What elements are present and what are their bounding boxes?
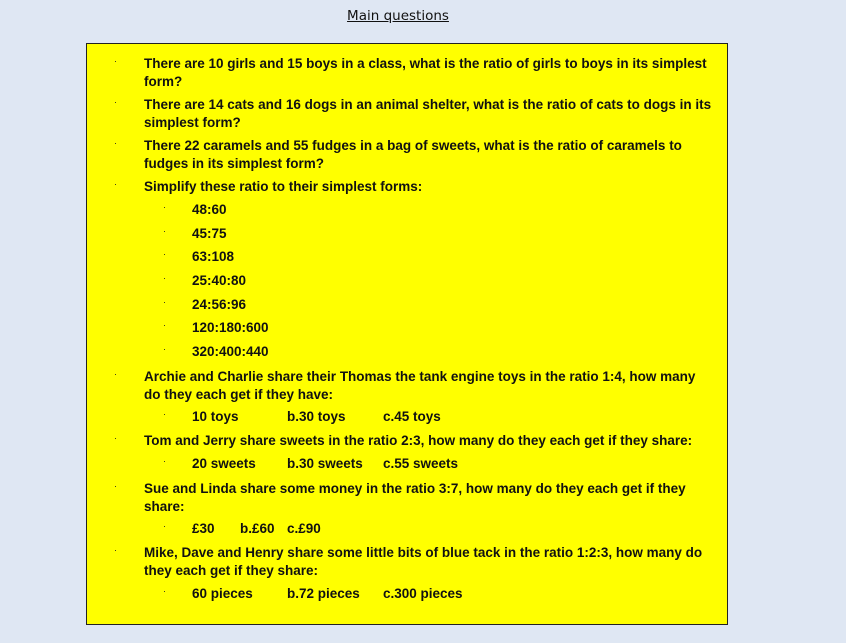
ratio-item: 48:60: [192, 202, 227, 217]
bullet: ·: [114, 97, 117, 107]
ratio-item: 45:75: [192, 226, 227, 241]
bullet: ·: [114, 369, 117, 379]
question-6: Tom and Jerry share sweets in the ratio 2:3, how many do they each get if they share:: [144, 433, 693, 448]
option-a: 20 sweets: [192, 456, 256, 471]
option-a: 60 pieces: [192, 586, 253, 601]
sub-bullet: ·: [163, 297, 166, 307]
option-b: b.£60: [240, 521, 275, 536]
sub-bullet: ·: [163, 202, 166, 212]
question-2: There are 14 cats and 16 dogs in an animal shelter, what is the ratio of cats to dogs in its simplest form?: [144, 97, 712, 130]
option-b: b.30 sweets: [287, 456, 363, 471]
option-c: c.300 pieces: [383, 586, 463, 601]
bullet: ·: [114, 179, 117, 189]
sub-bullet: ·: [163, 456, 166, 466]
option-b: b.72 pieces: [287, 586, 360, 601]
bullet: ·: [114, 56, 117, 66]
option-c: c.55 sweets: [383, 456, 459, 471]
bullet: ·: [114, 481, 117, 491]
option-c: c.£90: [287, 521, 321, 536]
page-title: Main questions: [347, 8, 449, 24]
question-7: Sue and Linda share some money in the ratio 3:7, how many do they each get if they share:: [144, 481, 686, 514]
question-5: Archie and Charlie share their Thomas the tank engine toys in the ratio 1:4, how many do they each get if they have:: [144, 369, 696, 402]
bullet: ·: [114, 138, 117, 148]
bullet: ·: [114, 545, 117, 555]
ratio-item: 24:56:96: [192, 297, 247, 312]
sub-bullet: ·: [163, 344, 166, 354]
ratio-item: 25:40:80: [192, 273, 247, 288]
sub-bullet: ·: [163, 273, 166, 283]
sub-bullet: ·: [163, 226, 166, 236]
option-a: 10 toys: [192, 409, 239, 424]
questions-panel: [86, 43, 728, 625]
question-4: Simplify these ratio to their simplest forms:: [144, 179, 423, 194]
question-1: There are 10 girls and 15 boys in a class, what is the ratio of girls to boys in its simplest form?: [144, 56, 707, 89]
ratio-item: 120:180:600: [192, 320, 269, 335]
sub-bullet: ·: [163, 320, 166, 330]
option-a: £30: [192, 521, 215, 536]
option-c: c.45 toys: [383, 409, 441, 424]
bullet: ·: [114, 433, 117, 443]
sub-bullet: ·: [163, 249, 166, 259]
ratio-item: 320:400:440: [192, 344, 269, 359]
question-8: Mike, Dave and Henry share some little bits of blue tack in the ratio 1:2:3, how many do they each get if they share:: [144, 545, 703, 578]
sub-bullet: ·: [163, 521, 166, 531]
ratio-item: 63:108: [192, 249, 235, 264]
option-b: b.30 toys: [287, 409, 346, 424]
question-3: There 22 caramels and 55 fudges in a bag of sweets, what is the ratio of caramels to fudges in its simplest form?: [144, 138, 682, 171]
sub-bullet: ·: [163, 409, 166, 419]
sub-bullet: ·: [163, 586, 166, 596]
